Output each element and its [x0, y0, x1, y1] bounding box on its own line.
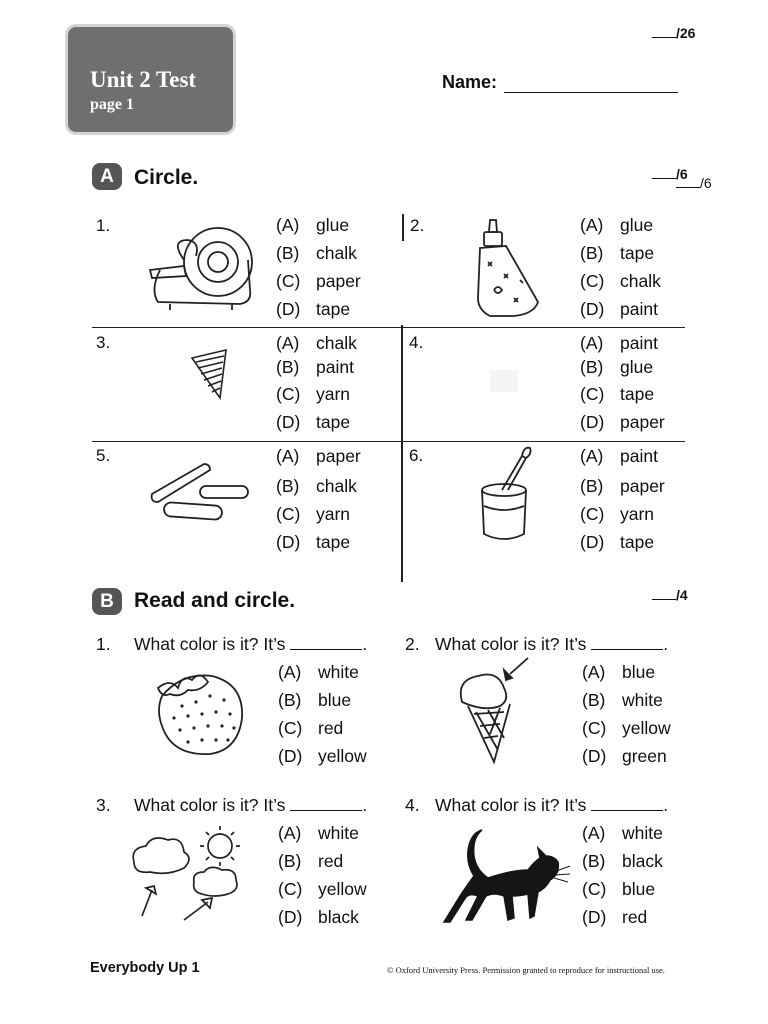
option-c[interactable]: (C) blue: [582, 879, 656, 899]
option-b[interactable]: (B) white: [582, 690, 663, 710]
option-d[interactable]: (D) paint: [580, 299, 658, 319]
option-c[interactable]: (C) red: [278, 718, 344, 738]
option-b[interactable]: (B) tape: [580, 243, 655, 263]
answer-blank[interactable]: [591, 635, 663, 650]
section-a-score: /6: [652, 166, 688, 182]
answer-blank[interactable]: [290, 635, 362, 650]
item-a1-number: 1.: [96, 216, 111, 235]
option-a[interactable]: (A) paper: [276, 446, 361, 466]
option-a[interactable]: (A) glue: [276, 215, 350, 235]
item-b4-options: [582, 823, 663, 935]
footer-book-title: Everybody Up 1: [90, 960, 200, 976]
option-b[interactable]: (B) glue: [580, 357, 654, 377]
name-label: Name:: [442, 72, 498, 92]
section-a-score-blank[interactable]: [652, 166, 676, 179]
answer-blank[interactable]: [591, 796, 663, 811]
option-d[interactable]: (D) tape: [276, 532, 351, 552]
paper-icon: [490, 370, 518, 392]
option-c[interactable]: (C) tape: [580, 384, 655, 404]
item-a6-number: 6.: [409, 446, 424, 465]
item-a3-options: [276, 333, 357, 440]
option-a[interactable]: (A) white: [582, 823, 663, 843]
item-a6-options: [580, 446, 665, 560]
paint-pot-icon: [478, 444, 538, 548]
item-b2-options: [582, 662, 671, 774]
divider-row-2: [92, 441, 685, 442]
option-a[interactable]: (A) chalk: [276, 333, 357, 353]
question-b3: 3. What color is it? It’s .: [96, 795, 368, 815]
sun-clouds-icon: [128, 822, 248, 922]
page-label: page 1: [90, 96, 134, 113]
footer-copyright: © Oxford University Press. Permission granted to reproduce for instructional use.: [387, 965, 665, 975]
item-a2-options: [580, 215, 661, 327]
item-a1-options: [276, 215, 361, 327]
name-field[interactable]: [504, 92, 678, 93]
section-a-badge: A: [92, 163, 122, 190]
option-b[interactable]: (B) black: [582, 851, 663, 871]
item-b1-options: [278, 662, 367, 774]
section-a-score-extra: /6: [676, 175, 712, 191]
option-b[interactable]: (B) blue: [278, 690, 352, 710]
question-b1: 1. What color is it? It’s .: [96, 634, 368, 654]
option-c[interactable]: (C) yellow: [278, 879, 367, 899]
item-a4-number: 4.: [409, 333, 424, 352]
option-d[interactable]: (D) yellow: [278, 746, 367, 766]
option-a[interactable]: (A) glue: [580, 215, 654, 235]
option-b[interactable]: (B) chalk: [276, 476, 357, 496]
option-c[interactable]: (C) paper: [276, 271, 361, 291]
option-c[interactable]: (C) yellow: [582, 718, 671, 738]
option-d[interactable]: (D) tape: [580, 532, 655, 552]
section-b-score-blank[interactable]: [652, 587, 676, 600]
option-d[interactable]: (D) tape: [276, 299, 351, 319]
option-c[interactable]: (C) yarn: [276, 504, 351, 524]
option-a[interactable]: (A) paint: [580, 333, 658, 353]
item-a5-number: 5.: [96, 446, 111, 465]
total-score-blank[interactable]: [652, 25, 676, 38]
section-b-title: Read and circle.: [134, 589, 296, 612]
tape-dispenser-icon: [140, 220, 262, 312]
option-a[interactable]: (A) white: [278, 662, 359, 682]
option-c[interactable]: (C) chalk: [580, 271, 661, 291]
section-a-title: Circle.: [134, 166, 199, 189]
item-b3-options: [278, 823, 367, 935]
unit-title: Unit 2 Test: [90, 67, 197, 92]
option-b[interactable]: (B) red: [278, 851, 344, 871]
option-c[interactable]: (C) yarn: [276, 384, 351, 404]
option-a[interactable]: (A) white: [278, 823, 359, 843]
ice-cream-icon: [454, 656, 534, 766]
divider-top: [402, 214, 404, 241]
divider-vertical: [401, 325, 403, 582]
black-cat-icon: [442, 826, 572, 930]
item-a5-options: [276, 446, 361, 560]
divider-row-1: [92, 327, 685, 328]
item-a3-number: 3.: [96, 333, 111, 352]
option-d[interactable]: (D) tape: [276, 412, 351, 432]
option-b[interactable]: (B) paint: [276, 357, 354, 377]
option-d[interactable]: (D) paper: [580, 412, 665, 432]
option-a[interactable]: (A) paint: [580, 446, 658, 466]
section-b-badge: B: [92, 588, 122, 615]
option-d[interactable]: (D) green: [582, 746, 667, 766]
option-c[interactable]: (C) yarn: [580, 504, 655, 524]
option-a[interactable]: (A) blue: [582, 662, 656, 682]
item-a4-options: [580, 333, 665, 440]
unit-title-box: [68, 27, 233, 132]
question-b4: 4. What color is it? It’s .: [405, 795, 669, 815]
option-b[interactable]: (B) chalk: [276, 243, 357, 263]
total-score-text: /26: [676, 25, 696, 41]
yarn-icon: [190, 348, 230, 400]
option-b[interactable]: (B) paper: [580, 476, 665, 496]
item-a2-number: 2.: [410, 216, 425, 235]
section-b-score: /4: [652, 587, 688, 603]
total-score: [652, 25, 695, 41]
chalk-icon: [146, 460, 250, 524]
strawberry-icon: [152, 666, 246, 758]
answer-blank[interactable]: [290, 796, 362, 811]
option-d[interactable]: (D) black: [278, 907, 359, 927]
question-b2: 2. What color is it? It’s .: [405, 634, 669, 654]
option-d[interactable]: (D) red: [582, 907, 648, 927]
glue-bottle-icon: [474, 218, 544, 320]
